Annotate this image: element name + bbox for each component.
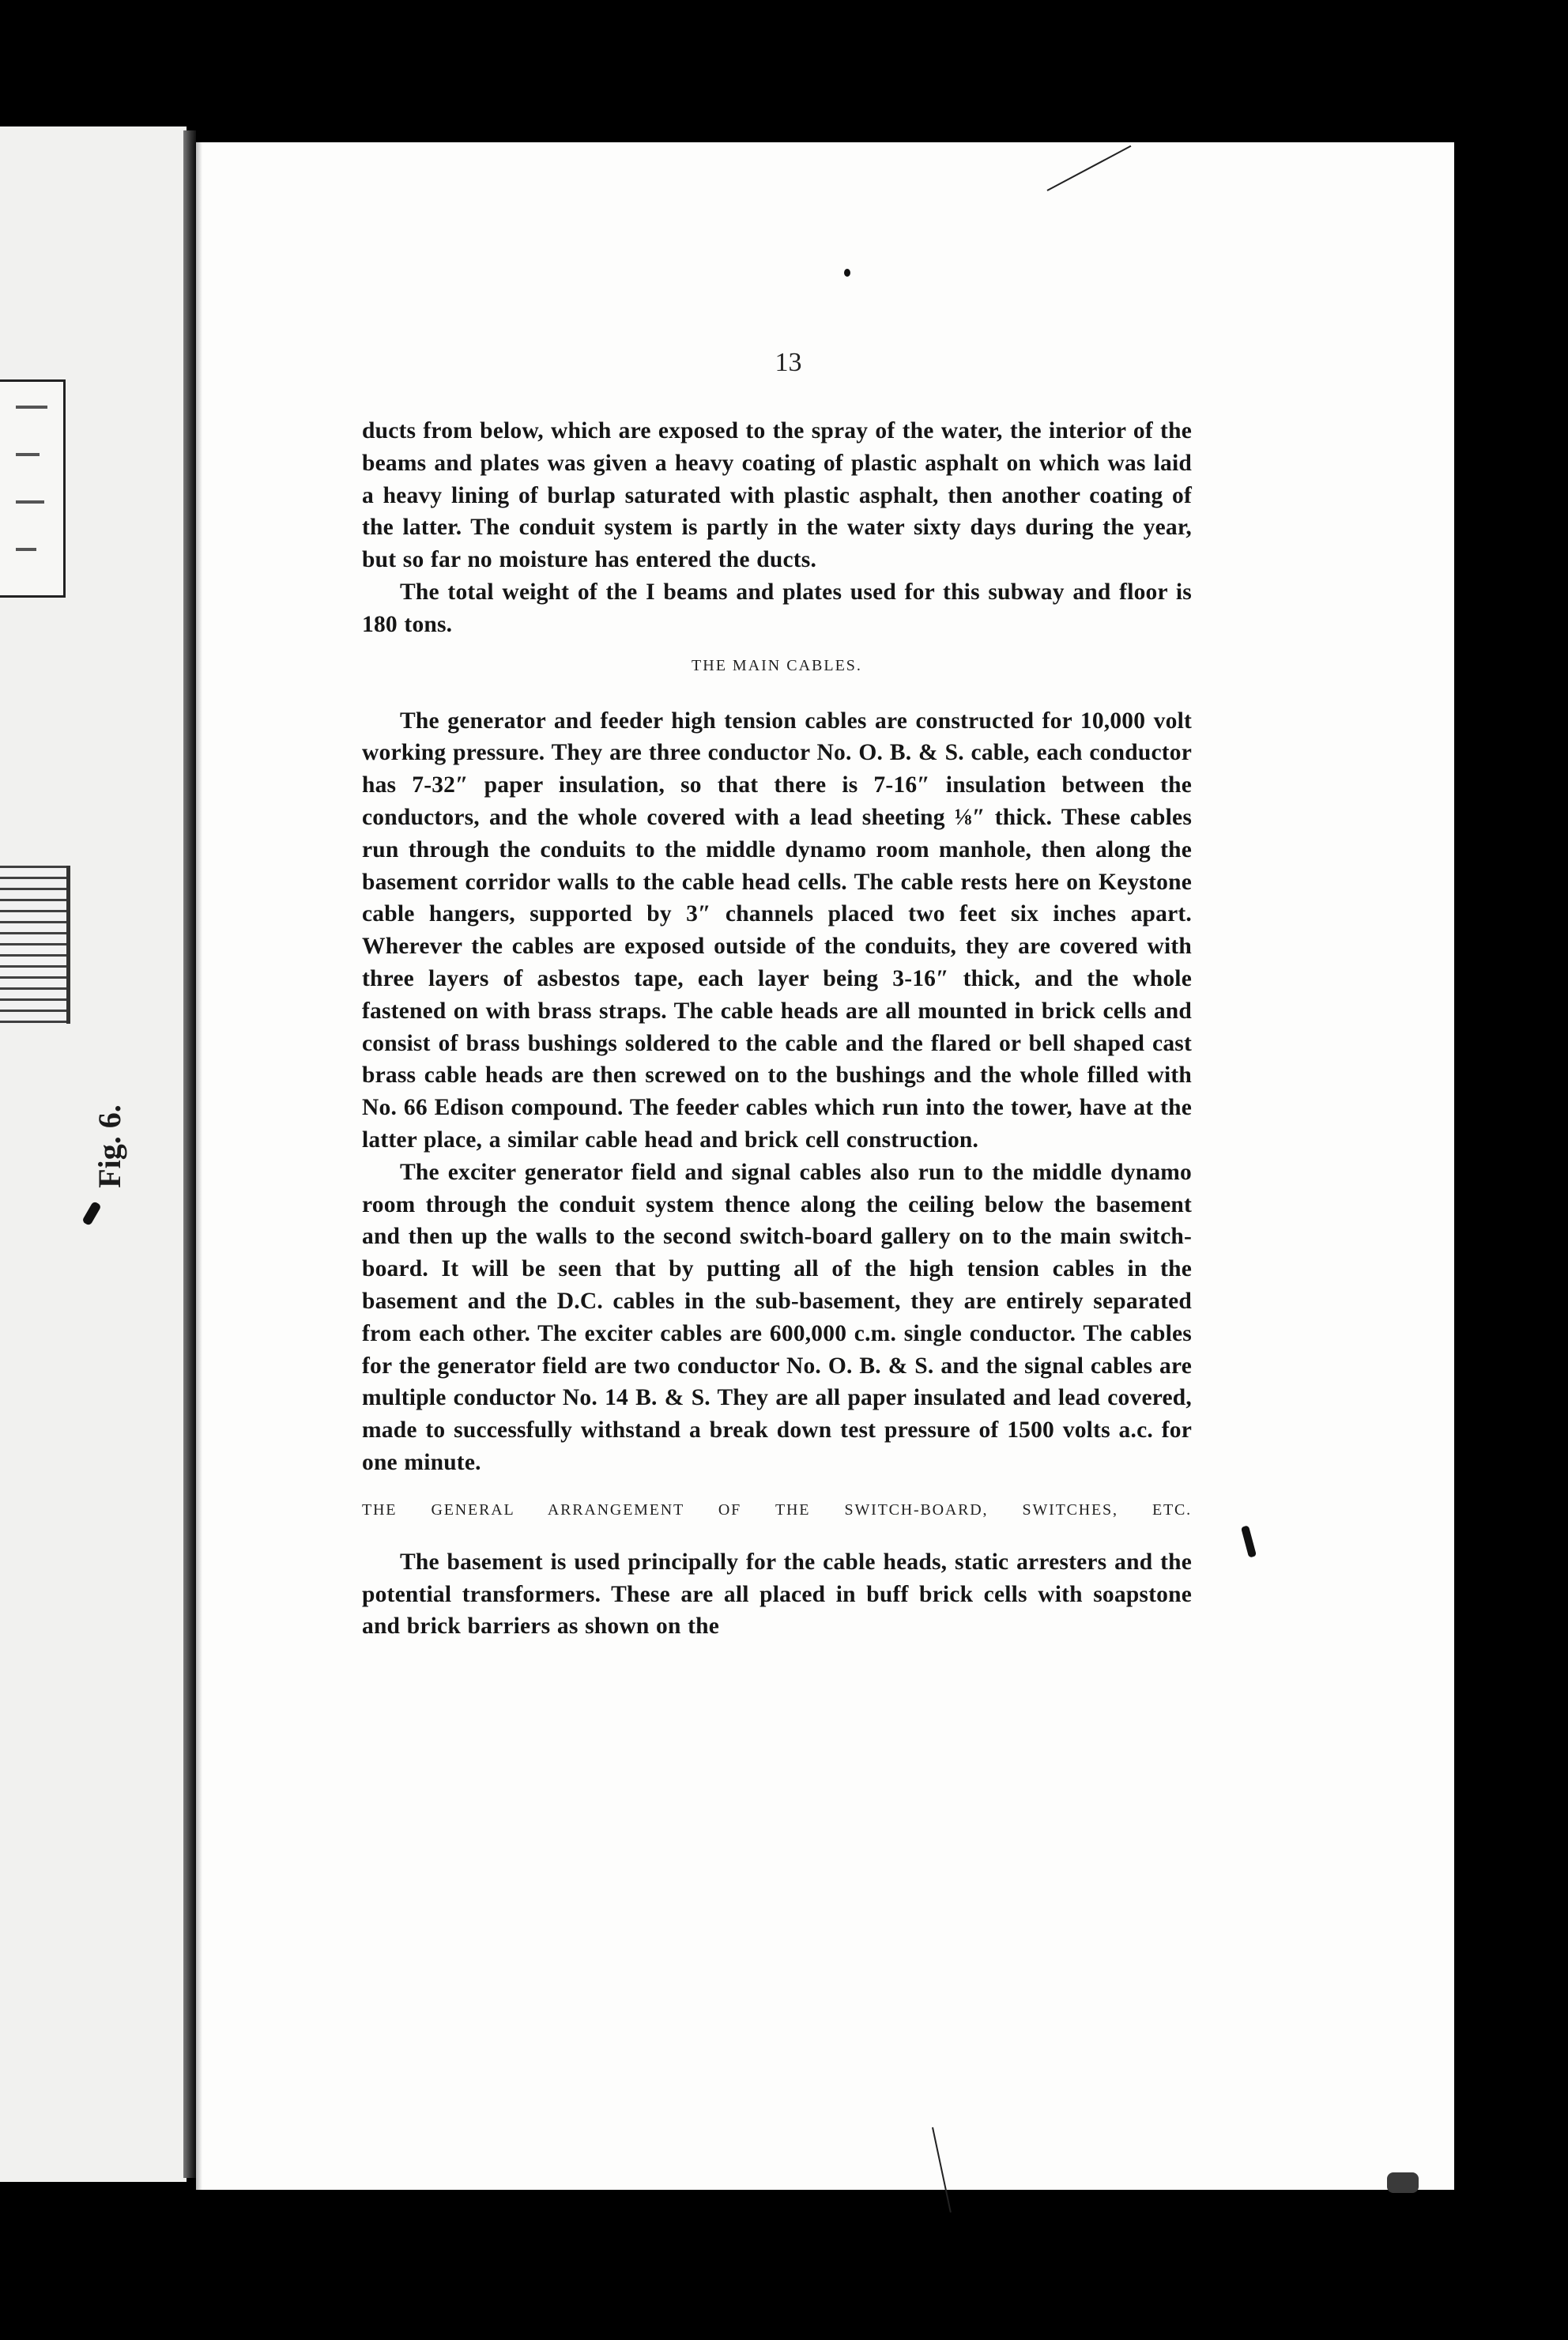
film-speck <box>1387 2172 1419 2193</box>
section-heading-main-cables: THE MAIN CABLES. <box>692 656 862 674</box>
archive-stamp <box>0 379 66 598</box>
page-number: 13 <box>775 348 802 377</box>
binding-gutter-shadow <box>183 130 196 2178</box>
figure-label: Fig. 6. <box>91 1104 127 1188</box>
section-heading-general-arrangement: THE GENERAL ARRANGEMENT OF THE SWITCH-BOARD, SWITCHES, ETC. <box>362 1500 1192 1519</box>
paragraph-basement: The basement is used principally for the cable heads, static arresters and the potential transformers. These are all placed in buff brick cells with soapstone and brick barriers as shown on the <box>362 1549 1192 1640</box>
page-crease <box>196 142 202 2190</box>
text-column <box>362 415 1192 1643</box>
paragraph-ducts: ducts from below, which are exposed to the spray of the water, the interior of the beams and plates was given a heavy coating of plastic asphalt on which was laid a heavy lining of burlap saturated with plastic asphalt, then another coating of the latter. The conduit system is partly in the water sixty days during the year, but so far no moisture has entered the ducts. <box>362 418 1192 573</box>
paragraph-generator-cables: The generator and feeder high tension cables are constructed for 10,000 volt working pressure. They are three conductor No. O. B. & S. cable, each conductor has 7-32″ paper insulation, so that there is 7-16″ insulation between the conductors, and the whole covered with a lead sheeting ⅛″ thick. These cables run through the conduits to the middle dynamo room manhole, then along the basement corridor walls to the cable head cells. The cable rests here on Keystone cable hangers, supported by 3″ channels placed two feet six inches apart. Wherever the cables are exposed outside of the conduits, they are covered with three layers of asbestos tape, each layer being 3-16″ thick, and the whole fastened on with brass straps. The cable heads are all mounted in brick cells and consist of brass bushings soldered to the cable and the flared or bell shaped cast brass cable heads are then screwed on to the bushings and the whole filled with No. 66 Edison compound. The feeder cables which run into the tower, have at the latter place, a similar cable head and brick cell construction. <box>362 708 1192 1153</box>
book-page <box>196 142 1454 2190</box>
film-speck <box>844 269 850 277</box>
ruler-marks <box>0 866 70 1024</box>
paragraph-total-weight: The total weight of the I beams and plates used for this subway and floor is 180 tons. <box>362 579 1192 637</box>
paragraph-exciter-cables: The exciter generator field and signal cables also run to the middle dynamo room through the conduit system thence along the ceiling below the basement and then up the walls to the second switch-board gallery on to the main switch-board. It will be seen that by putting all of the high tension cables in the basement and the D.C. cables in the sub-basement, they are entirely separated from each other. The exciter cables are 600,000 c.m. single conductor. The cables for the generator field are two conductor No. O. B. & S. and the signal cables are multiple conductor No. 14 B. & S. They are all paper insulated and lead covered, made to successfully withstand a break down test pressure of 1500 volts a.c. for one minute. <box>362 1159 1192 1475</box>
